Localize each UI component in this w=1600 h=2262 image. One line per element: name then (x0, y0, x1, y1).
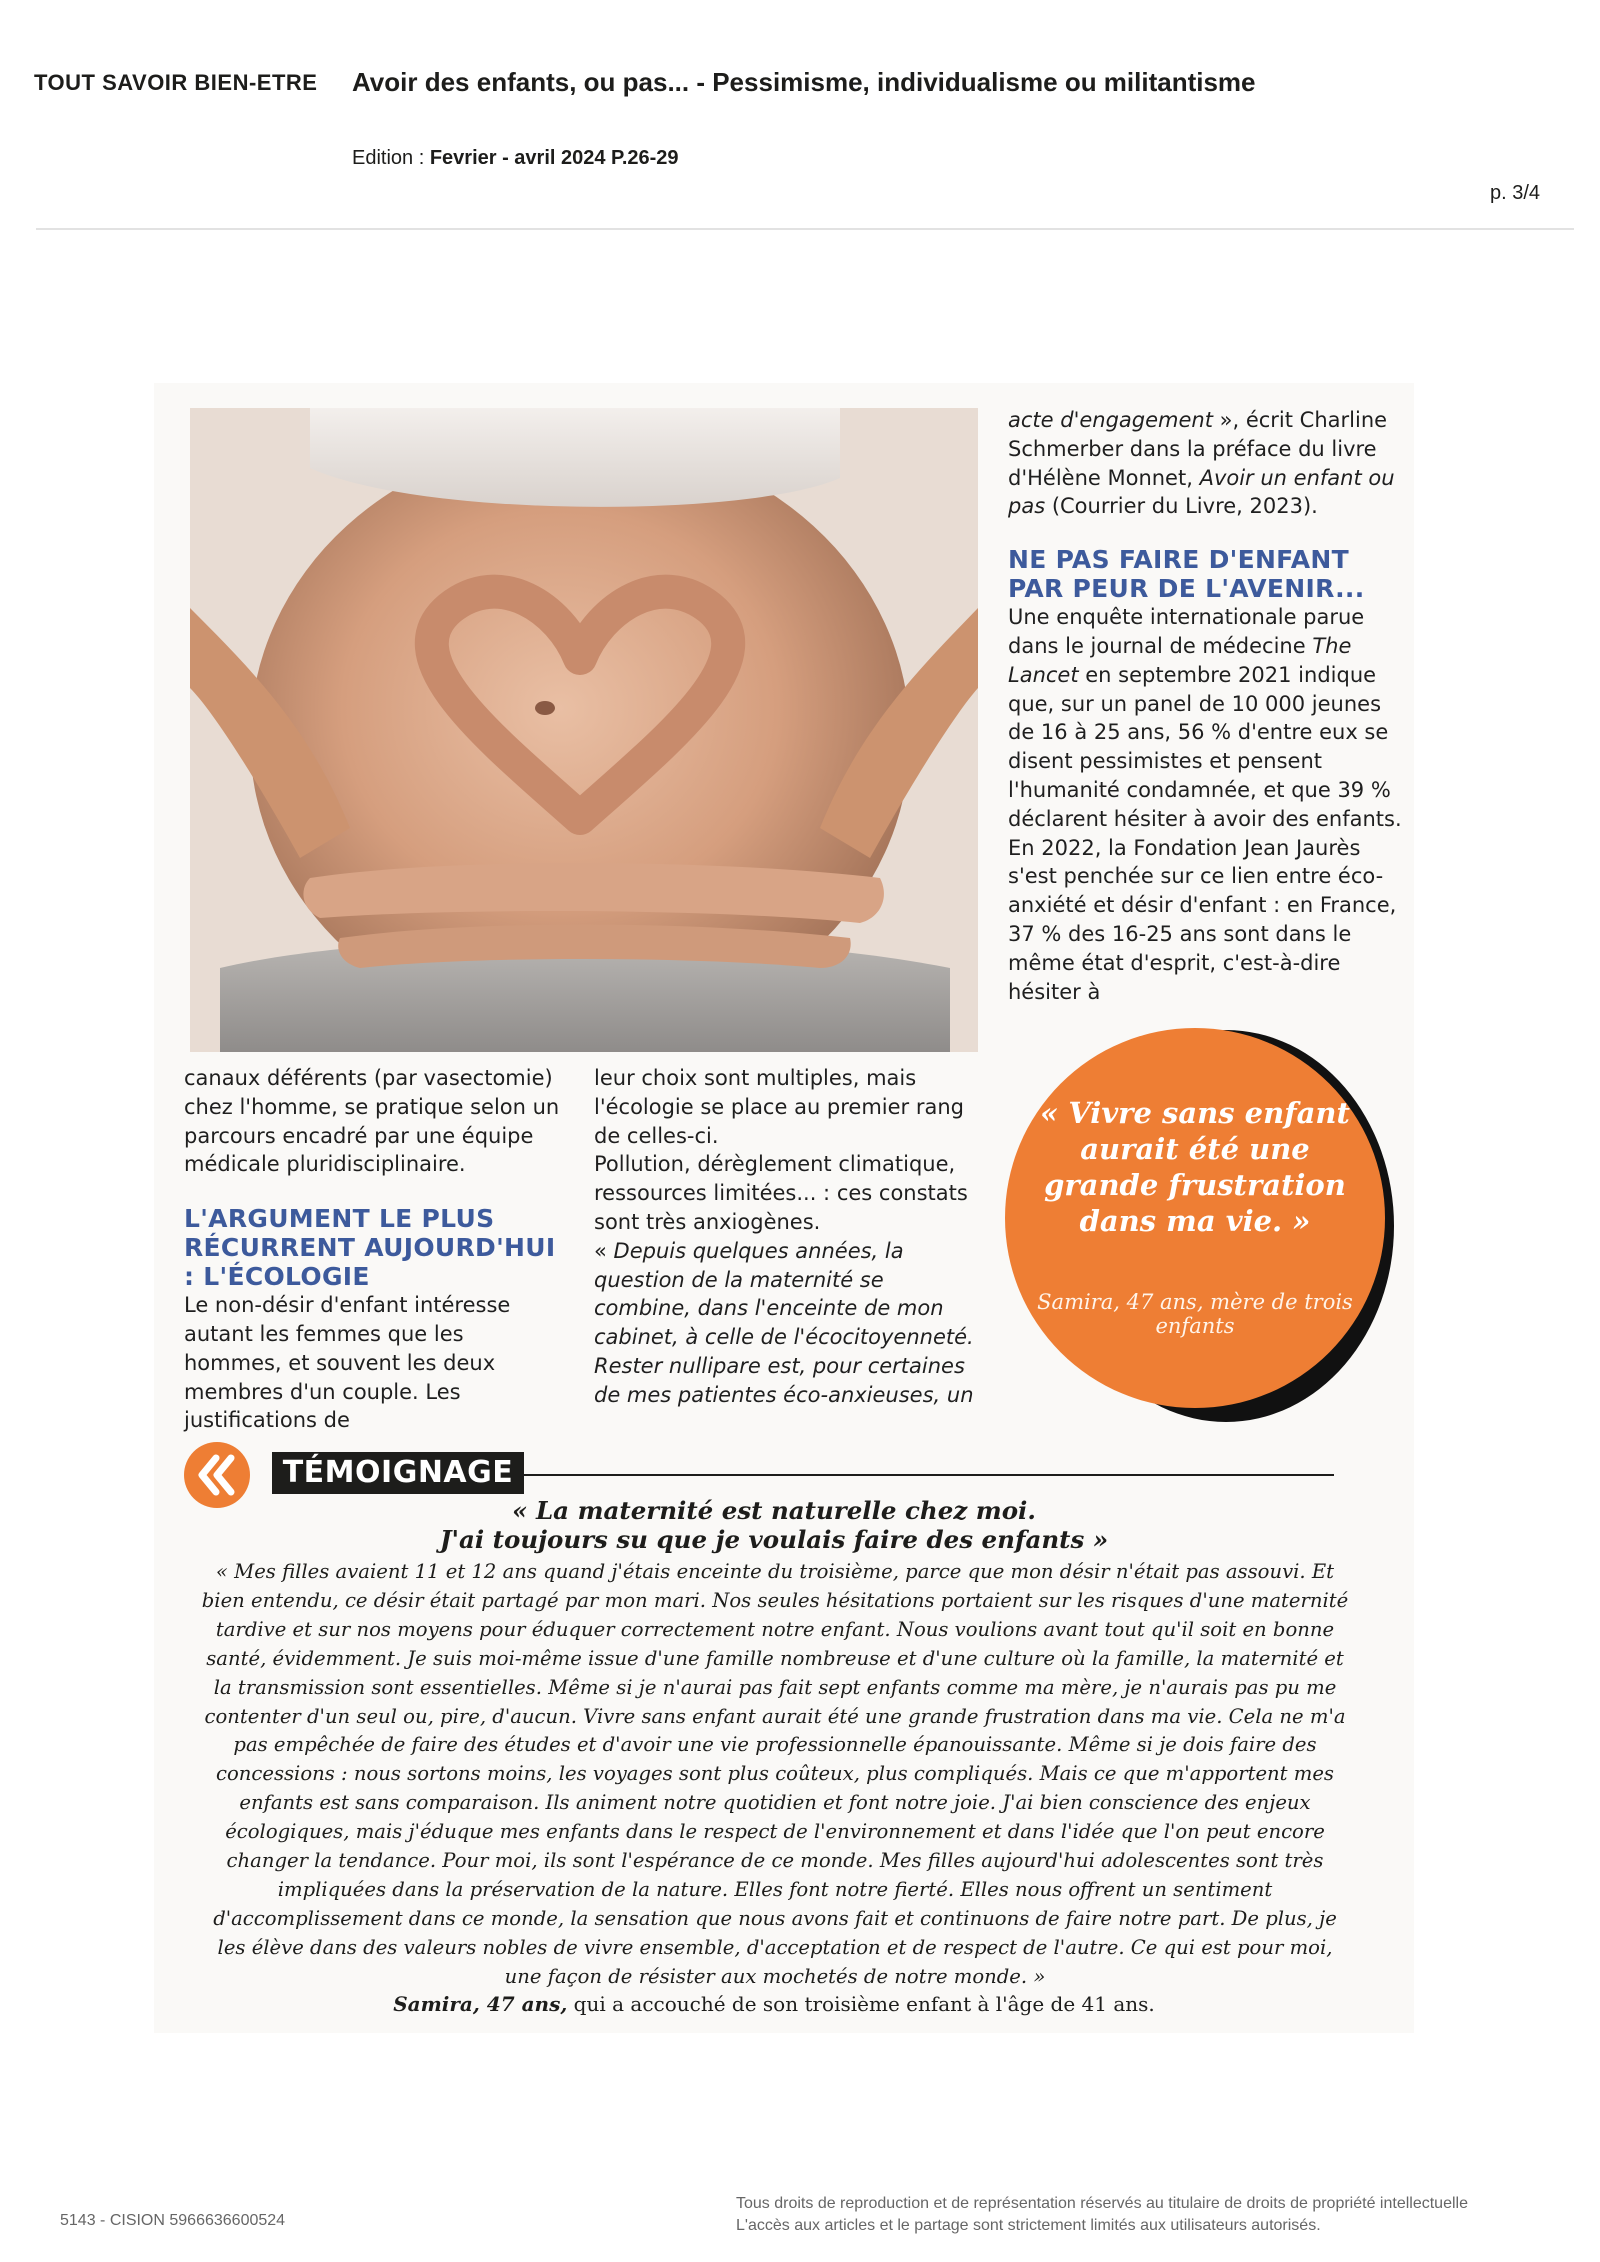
testimony-body: « Mes filles avaient 11 et 12 ans quand j'étais enceinte du troisième, parce que mon désir n'était pas assouvi. Et bien entendu, ce désir était partagé par mon mari. Nos seules hésitations portaient sur les risques d'une maternité tardive et sur nos moyens pour éduquer correctement notre enfant. Nous voulions avant tout qu'il soit en bonne santé, évidemment. Je suis moi-même issue d'une famille nombreuse et d'une culture où la famille, la maternité et la transmission sont essentielles. Même si je n'aurai pas fait sept enfants comme ma mère, je n'aurais pas pu me contenter d'un seul ou, pire, d'aucun. Vivre sans enfant aurait été une grande frustration dans ma vie. Cela ne m'a pas empêchée de faire des études et d'avoir une vie professionnelle épanouissante. Même si je dois faire des concessions : nous sortons moins, les voyages sont plus coûteux, plus compliqués. Mais ce que m'apportent mes enfants est sans comparaison. Ils animent notre quotidien et font notre joie. J'ai bien conscience des enjeux écologiques, mais j'éduque mes enfants dans le respect de l'environnement et dans l'idée que l'on peut encore changer la tendance. Pour moi, ils sont l'espérance de ce monde. Mes filles aujourd'hui adolescentes sont très impliquées dans la préservation de la nature. Elles font notre fierté. Elles nous offrent un sentiment d'accomplissement dans ce monde, la sensation que nous avons fait et continuons de faire notre part. De plus, je les élève dans des valeurs nobles de vivre ensemble, d'acceptation et de respect de l'autre. Ce qui est pour moi, une façon de résister aux mochetés de notre monde. » (201, 1560, 1349, 1988)
section-heading-fear: NE PAS FAIRE D'ENFANT PAR PEUR DE L'AVENIR... (1008, 545, 1365, 604)
quote-open: « (594, 1238, 614, 1263)
therapist-quote: Depuis quelques années, la question de la maternité se combine, dans l'enceinte de mon cabinet, à celle de l'écocitoyenneté. Rester nullipare est, pour certaines de mes patientes éco-anxieuses, un (594, 1238, 974, 1407)
testimony-title (184, 1496, 1364, 1554)
article-column-right (1008, 406, 1408, 1006)
vasectomy-paragraph: canaux déférents (par vasectomie) chez l'homme, se pratique selon un parcours encadré par une équipe médicale pluridisciplinaire. (184, 1066, 560, 1177)
book-publisher: (Courrier du Livre, 2023). (1045, 494, 1318, 519)
testimony-title-line2: J'ai toujours su que je voulais faire des enfants » (439, 1525, 1109, 1554)
footer-rights (736, 2193, 1468, 2237)
therapist-quote-paragraph (594, 1237, 974, 1410)
section-heading-ecology: L'ARGUMENT LE PLUS RÉCURRENT AUJOURD'HUI : L'ÉCOLOGIE (184, 1204, 556, 1292)
testimony-sign-rest: qui a accouché de son troisième enfant à l'âge de 41 ans. (567, 1992, 1155, 2016)
footer-rights-line2: L'accès aux articles et le partage sont strictement limités aux utilisateurs autorisés. (736, 2217, 1321, 2234)
header-divider (36, 228, 1574, 230)
pull-quote-circle (1005, 1028, 1385, 1408)
lancet-paragraph (1008, 603, 1408, 1006)
testimony-sign-name: Samira, 47 ans, (393, 1992, 568, 2016)
pregnant-belly-heart-hands-photo (190, 408, 978, 1052)
pollution-paragraph: Pollution, dérèglement climatique, ressources limitées... : ces constats sont très anxiogènes. (594, 1152, 968, 1234)
pull-quote-author: Samira, 47 ans, mère de trois enfants (1037, 1290, 1353, 1338)
para-rest: en septembre 2021 indique que, sur un panel de 10 000 jeunes de 16 à 25 ans, 56 % d'entre eux se disent pessimistes et pensent l'humanité condamnée, et que 39 % déclarent hésiter à avoir des enfants. En 2022, la Fondation Jean Jaurès s'est penchée sur ce lien entre éco-anxiété et désir d'enfant : en France, 37 % des 16-25 ans sont dans le même état d'esprit, c'est-à-dire hésiter à (1008, 662, 1402, 1004)
publication-name: TOUT SAVOIR BIEN-ETRE (34, 70, 318, 95)
choice-paragraph: leur choix sont multiples, mais l'écologie se place au premier rang de celles-ci. (594, 1066, 965, 1148)
para-start: Une enquête internationale parue dans le journal de médecine (1008, 605, 1365, 658)
page-number: p. 3/4 (1490, 182, 1541, 204)
edition-value: Fevrier - avril 2024 P.26-29 (429, 147, 679, 169)
article-column-middle (594, 1064, 974, 1410)
edition-label: Edition : (352, 147, 430, 169)
edition-line (352, 147, 679, 170)
testimony-label: TÉMOIGNAGE (282, 1455, 514, 1490)
intro-italic: acte d'engagement (1008, 408, 1213, 432)
article-title: Avoir des enfants, ou pas... - Pessimisme, individualisme ou militantisme (352, 67, 1256, 97)
book-title: Avoir un enfant ou pas (1008, 465, 1395, 519)
right-intro-paragraph (1008, 406, 1408, 521)
photo-illustration (190, 408, 978, 1052)
testimony-title-line1: « La maternité est naturelle chez moi. (512, 1496, 1036, 1525)
pull-quote-text: « Vivre sans enfant aurait été une grande frustration dans ma vie. » (1040, 1096, 1350, 1238)
footer-rights-line1: Tous droits de reproduction et de représentation réservés au titulaire de droits de propriété intellectuelle (736, 2195, 1468, 2212)
testimony-signature (184, 1990, 1364, 2018)
non-desire-paragraph: Le non-désir d'enfant intéresse autant les femmes que les hommes, et souvent les deux membres d'un couple. Les justifications de (184, 1293, 511, 1433)
testimony-rule (524, 1474, 1334, 1476)
intro-rest: », écrit Charline Schmerber dans la préface du livre d'Hélène Monnet, (1008, 408, 1388, 490)
testimony-label-box (272, 1452, 524, 1494)
footer-document-id: 5143 - CISION 5966636600524 (60, 2212, 286, 2229)
article-column-left (184, 1064, 564, 1435)
journal-name: The Lancet (1008, 633, 1352, 687)
